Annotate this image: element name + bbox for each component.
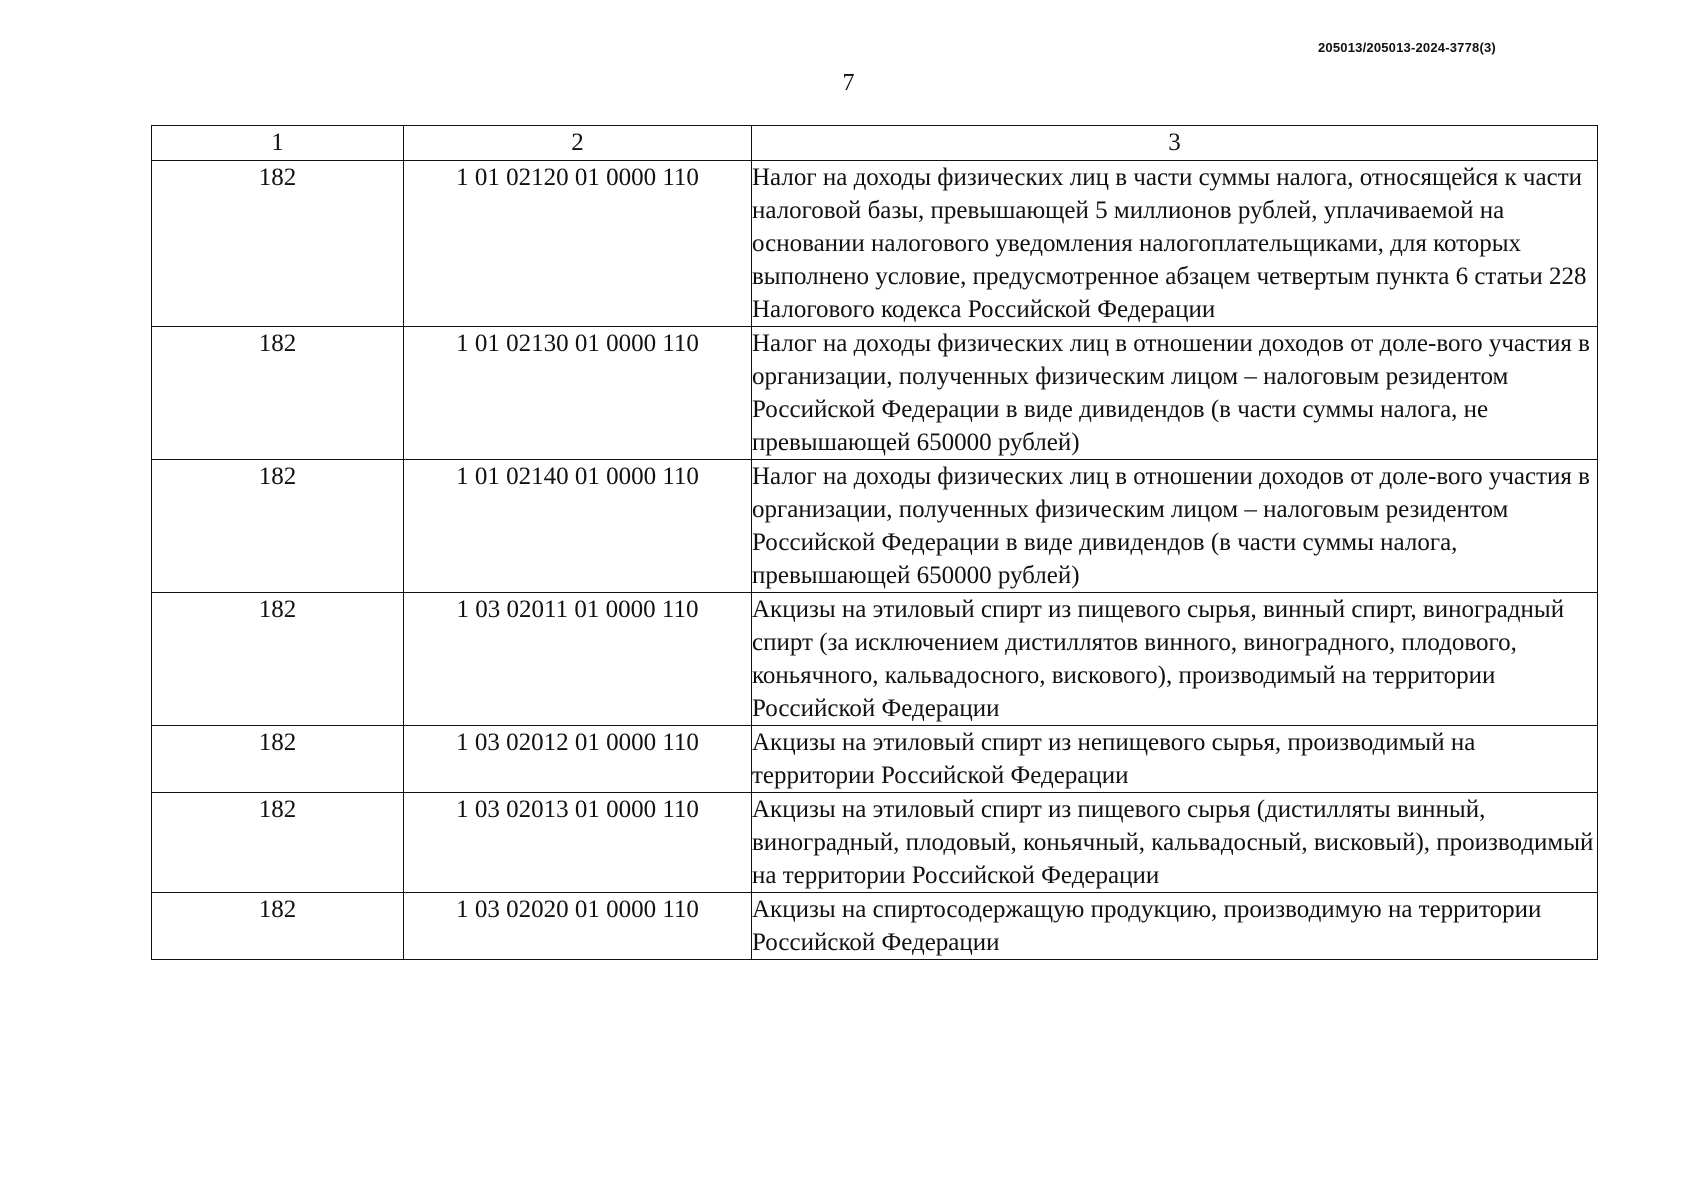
admin-code-cell: 182 xyxy=(152,161,404,327)
budget-code-cell: 1 01 02130 01 0000 110 xyxy=(404,327,752,460)
budget-code-cell: 1 01 02140 01 0000 110 xyxy=(404,460,752,593)
table-row xyxy=(152,327,1598,460)
table-header-row xyxy=(152,126,1598,161)
admin-code-cell: 182 xyxy=(152,726,404,793)
budget-code-cell: 1 01 02120 01 0000 110 xyxy=(404,161,752,327)
document-id: 205013/205013-2024-3778(3) xyxy=(1318,40,1496,55)
description-cell: Акцизы на спиртосодержащую продукцию, производимую на территории Российской Федерации xyxy=(752,893,1598,960)
description-cell: Акцизы на этиловый спирт из пищевого сырья (дистилляты винный, виноградный, плодовый, коньячный, кальвадосный, висковый), производимый на территории Российской Федерации xyxy=(752,793,1598,893)
budget-code-cell: 1 03 02020 01 0000 110 xyxy=(404,893,752,960)
budget-code-cell: 1 03 02013 01 0000 110 xyxy=(404,793,752,893)
column-header-3: 3 xyxy=(752,126,1598,161)
budget-code-cell: 1 03 02011 01 0000 110 xyxy=(404,593,752,726)
column-header-1: 1 xyxy=(152,126,404,161)
page-number: 7 xyxy=(842,70,855,96)
description-cell: Акцизы на этиловый спирт из пищевого сырья, винный спирт, виноградный спирт (за исключением дистиллятов винного, виноградного, плодового, коньячного, кальвадосного, вискового), производимый на территории Российской Федерации xyxy=(752,593,1598,726)
budget-code-table xyxy=(151,125,1598,960)
admin-code-cell: 182 xyxy=(152,893,404,960)
table-row xyxy=(152,893,1598,960)
table-row xyxy=(152,593,1598,726)
table-row xyxy=(152,726,1598,793)
admin-code-cell: 182 xyxy=(152,793,404,893)
description-cell: Налог на доходы физических лиц в части суммы налога, относящейся к части налоговой базы, превышающей 5 миллионов рублей, уплачиваемой на основании налогового уведомления налогоплательщиками, для которых выполнено условие, предусмотренное абзацем четвертым пункта 6 статьи 228 Налогового кодекса Российской Федерации xyxy=(752,161,1598,327)
description-cell: Акцизы на этиловый спирт из непищевого сырья, производимый на территории Российской Федерации xyxy=(752,726,1598,793)
admin-code-cell: 182 xyxy=(152,327,404,460)
description-cell: Налог на доходы физических лиц в отношении доходов от доле-вого участия в организации, полученных физическим лицом – налоговым резидентом Российской Федерации в виде дивидендов (в части суммы налога, превышающей 650000 рублей) xyxy=(752,460,1598,593)
description-cell: Налог на доходы физических лиц в отношении доходов от доле-вого участия в организации, полученных физическим лицом – налоговым резидентом Российской Федерации в виде дивидендов (в части суммы налога, не превышающей 650000 рублей) xyxy=(752,327,1598,460)
admin-code-cell: 182 xyxy=(152,460,404,593)
table-row xyxy=(152,460,1598,593)
budget-code-cell: 1 03 02012 01 0000 110 xyxy=(404,726,752,793)
column-header-2: 2 xyxy=(404,126,752,161)
table-row xyxy=(152,793,1598,893)
admin-code-cell: 182 xyxy=(152,593,404,726)
table-row xyxy=(152,161,1598,327)
